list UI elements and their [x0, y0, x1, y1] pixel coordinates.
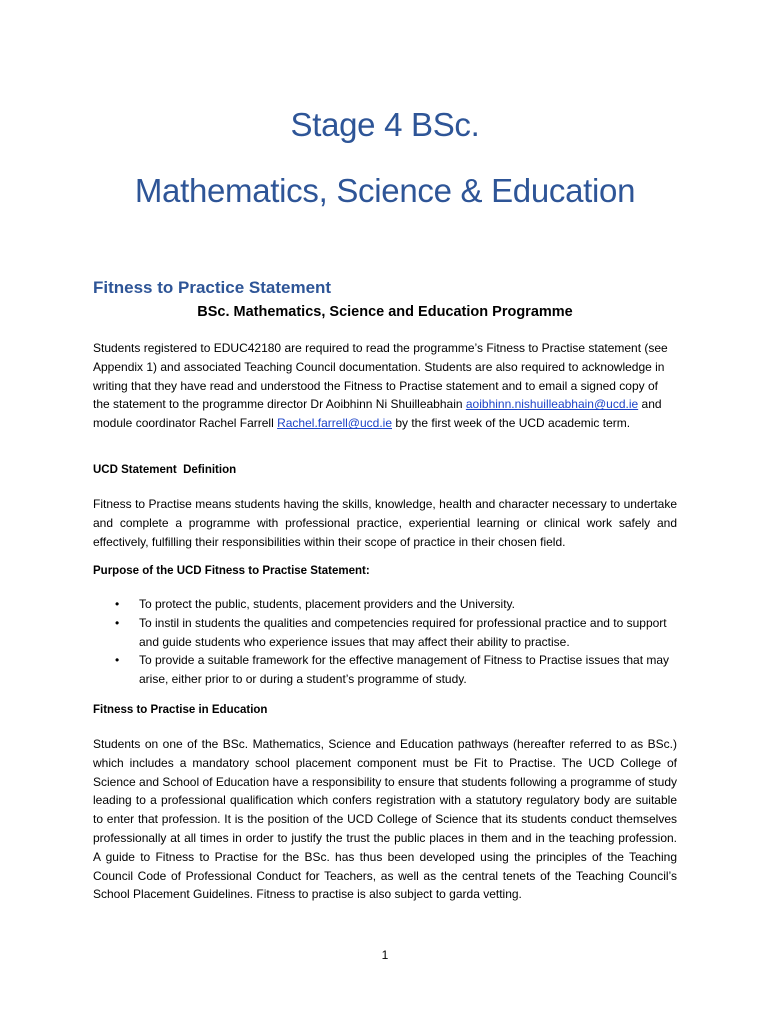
- bullet-icon: •: [115, 597, 120, 611]
- purpose-list: [93, 595, 677, 689]
- intro-text-part-3: by the first week of the UCD academic term.: [392, 416, 631, 431]
- education-paragraph: Students on one of the BSc. Mathematics, Science and Education pathways (hereafter referred to as BSc.) which includes a mandatory school placement component must be Fit to Practise. The UCD College of Science and School of Education have a responsibility to ensure that students following a programme of study leading to a professional qualification which confers registration with a statutory regulatory body are suitable to enter that profession. It is the position of the UCD College of Science that its students conduct themselves professionally at all times in order to justify the trust the public places in them and in the teaching profession. A guide to Fitness to Practise for the BSc. has thus been developed using the principles of the Teaching Council Code of Professional Conduct for Teachers, as well as the central tenets of the Teaching Council’s School Placement Guidelines. Fitness to practise is also subject to garda vetting.: [93, 737, 677, 902]
- definition-heading: UCD Statement Definition: [93, 464, 237, 476]
- coordinator-email-link[interactable]: Rachel.farrell@ucd.ie: [277, 416, 392, 431]
- list-item: [93, 595, 677, 614]
- bullet-icon: •: [115, 615, 120, 630]
- list-item-text: To protect the public, students, placement providers and the University.: [139, 597, 515, 611]
- list-item: [93, 651, 677, 689]
- section-heading: Fitness to Practice Statement: [93, 278, 332, 297]
- list-item: [93, 614, 677, 652]
- list-item-text: To instil in students the qualities and competencies required for professional practice and to support and guide students who experience issues that may affect their ability to practise.: [139, 615, 667, 649]
- intro-text-part-2: and module coordinator Rachel Farrell: [93, 397, 662, 431]
- purpose-heading: Purpose of the UCD Fitness to Practise Statement:: [93, 565, 370, 577]
- document-title-line-1: Stage 4 BSc.: [290, 106, 480, 143]
- intro-paragraph: [93, 339, 677, 433]
- programme-heading: BSc. Mathematics, Science and Education Programme: [197, 304, 573, 320]
- definition-paragraph: Fitness to Practise means students having the skills, knowledge, health and character necessary to undertake and complete a programme with professional practice, experiential learning or clinical work safely and effectively, fulfilling their responsibilities within their scope of practice in their chosen field.: [93, 497, 677, 549]
- list-item-text: To provide a suitable framework for the effective management of Fitness to Practise issues that may arise, either prior to or during a student’s programme of study.: [139, 653, 670, 687]
- bullet-icon: •: [115, 653, 120, 668]
- document-title-line-2: Mathematics, Science & Education: [134, 172, 636, 209]
- education-heading: Fitness to Practise in Education: [93, 704, 268, 716]
- director-email-link[interactable]: aoibhinn.nishuilleabhain@ucd.ie: [465, 397, 639, 412]
- page-number: 1: [381, 948, 389, 962]
- intro-text-part-1: Students registered to EDUC42180 are required to read the programme’s Fitness to Practise statement (see Appendix 1) and associated Teaching Council documentation. Students are also required to acknowledge in writing that they have read and understood the Fitness to Practise statement and to email a signed copy of the statement to the programme director Dr Aoibhinn Ni Shuilleabhain: [93, 341, 668, 412]
